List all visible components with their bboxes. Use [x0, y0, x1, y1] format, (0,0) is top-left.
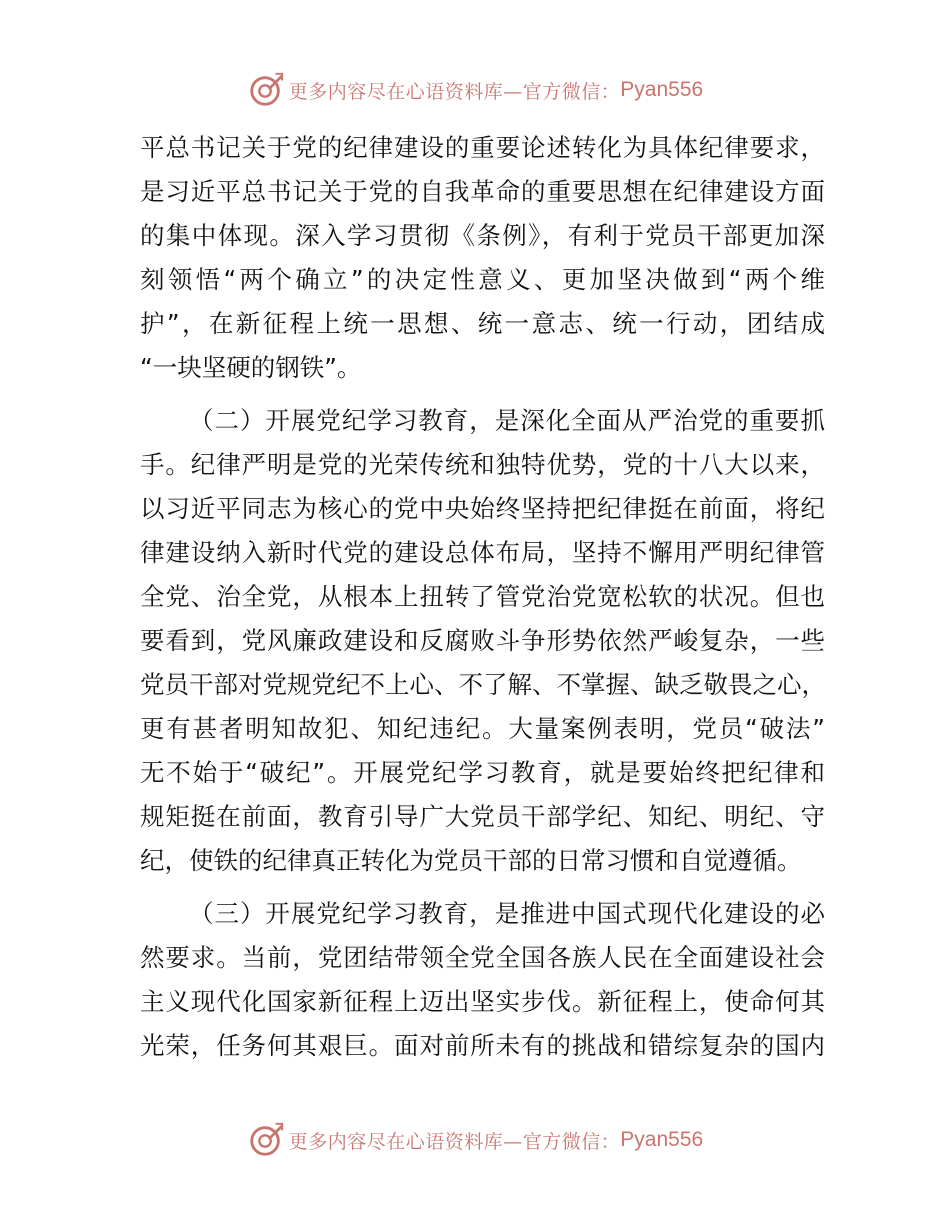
text-line: 更有甚者明知故犯、知纪违纪。大量案例表明，党员“破法” [140, 714, 825, 743]
text-line: 是习近平总书记关于党的自我革命的重要思想在纪律建设方面 [140, 177, 825, 206]
watermark-text: 更多内容尽在心语资料库—官方微信： [288, 80, 621, 103]
text-line: 然要求。当前，党团结带领全党全国各族人民在全面建设社会 [140, 943, 825, 972]
text-line: 规矩挺在前面，教育引导广大党员干部学纪、知纪、明纪、守 [140, 802, 825, 831]
header-watermark [0, 68, 950, 112]
text-line: 护”，在新征程上统一思想、统一意志、统一行动，团结成 [140, 309, 825, 338]
text-line: 无不始于“破纪”。开展党纪学习教育，就是要始终把纪律和 [140, 758, 825, 787]
document-body [140, 126, 825, 1068]
text-line: 光荣，任务何其艰巨。面对前所未有的挑战和错综复杂的国内 [140, 1031, 825, 1060]
paragraph [140, 892, 825, 1068]
watermark-text: 更多内容尽在心语资料库—官方微信： [288, 1130, 621, 1153]
text-line: 刻领悟“两个确立”的决定性意义、更加坚决做到“两个维 [140, 265, 825, 294]
text-line: 全党、治全党，从根本上扭转了管党治党宽松软的状况。但也 [140, 582, 825, 611]
paragraph [140, 126, 825, 390]
pen-logo-icon [247, 1121, 285, 1159]
text-line: 党员干部对党规党纪不上心、不了解、不掌握、缺乏敬畏之心， [140, 670, 826, 699]
text-line: 纪，使铁的纪律真正转化为党员干部的日常习惯和自觉遵循。 [140, 846, 802, 875]
text-line: “一块坚硬的钢铁”。 [140, 353, 362, 382]
text-line: 主义现代化国家新征程上迈出坚实步伐。新征程上，使命何其 [140, 987, 825, 1016]
text-line: 平总书记关于党的纪律建设的重要论述转化为具体纪律要求， [140, 133, 825, 162]
watermark-wechat-id: Pyan556 [620, 78, 704, 101]
text-line: （三）开展党纪学习教育，是推进中国式现代化建设的必 [189, 899, 825, 928]
text-line: 律建设纳入新时代党的建设总体布局，坚持不懈用严明纪律管 [140, 538, 825, 567]
paragraph [140, 399, 825, 883]
pen-logo-icon [247, 71, 285, 109]
text-line: 手。纪律严明是党的光荣传统和独特优势，党的十八大以来， [140, 450, 825, 479]
text-line: 的集中体现。深入学习贯彻《条例》，有利于党员干部更加深 [140, 221, 825, 250]
watermark-wechat-id: Pyan556 [620, 1128, 704, 1151]
footer-watermark [0, 1118, 950, 1162]
text-line: （二）开展党纪学习教育，是深化全面从严治党的重要抓 [189, 406, 825, 435]
text-line: 要看到，党风廉政建设和反腐败斗争形势依然严峻复杂，一些 [140, 626, 825, 655]
text-line: 以习近平同志为核心的党中央始终坚持把纪律挺在前面，将纪 [140, 494, 825, 523]
